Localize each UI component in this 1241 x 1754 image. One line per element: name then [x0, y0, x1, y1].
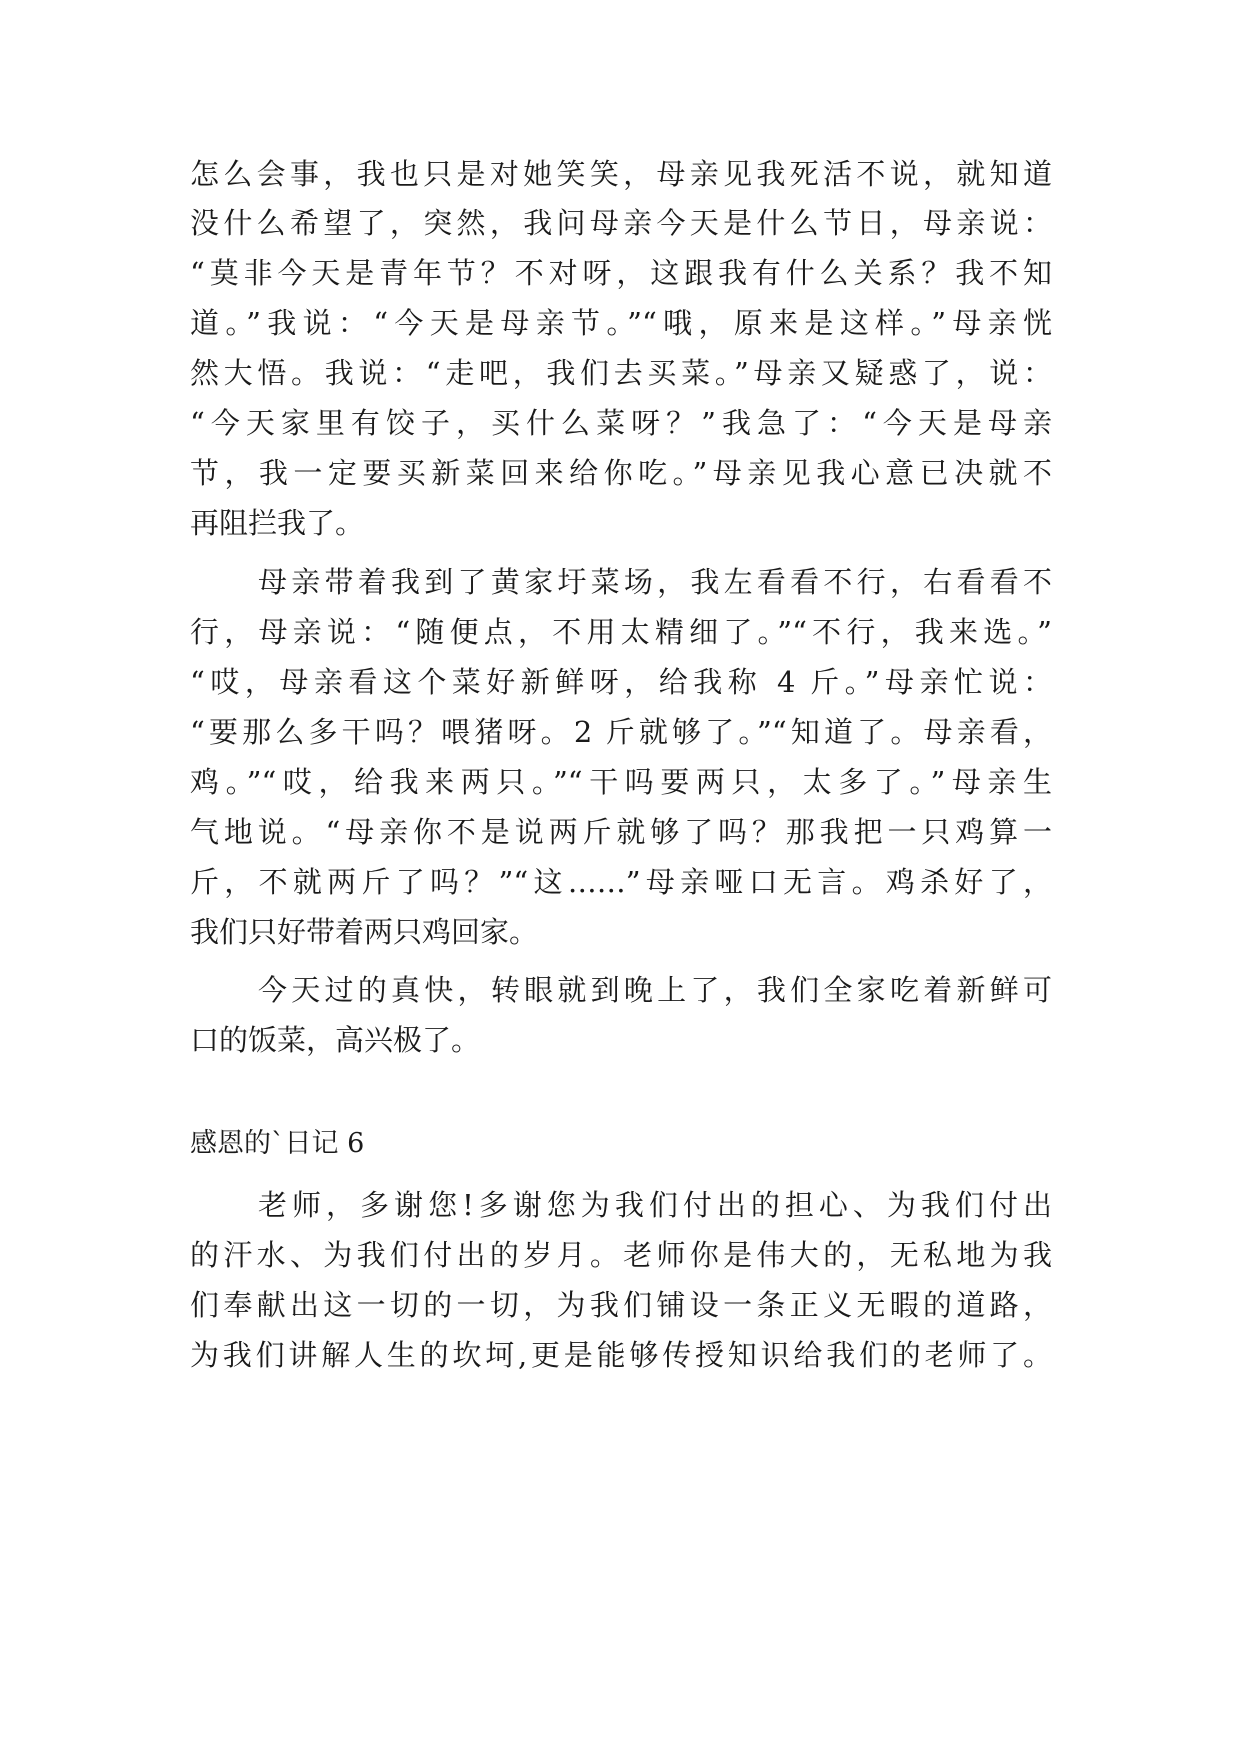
text-line: 为我们讲解人生的坎坷,更是能够传授知识给我们的老师了。: [190, 1338, 1052, 1372]
text-line: 母亲带着我到了黄家圩菜场，我左看看不行，右看看不: [258, 565, 1052, 599]
text-line: “莫非今天是青年节？不对呀，这跟我有什么关系？我不知: [190, 256, 1052, 290]
text-line: 的汗水、为我们付出的岁月。老师你是伟大的，无私地为我: [190, 1238, 1052, 1272]
text-line: 我们只好带着两只鸡回家。: [190, 915, 539, 949]
text-line: 们奉献出这一切的一切，为我们铺设一条正义无暇的道路，: [190, 1288, 1052, 1322]
text-line: 老师，多谢您!多谢您为我们付出的担心、为我们付出: [258, 1188, 1052, 1222]
text-line: 然大悟。我说：“走吧，我们去买菜。”母亲又疑惑了，说：: [190, 356, 1052, 390]
text-line: “要那么多干吗？喂猪呀。2 斤就够了。”“知道了。母亲看，: [190, 715, 1052, 749]
text-line: 没什么希望了，突然，我问母亲今天是什么节日，母亲说：: [190, 206, 1052, 240]
text-line: 再阻拦我了。: [190, 506, 365, 540]
text-line: 斤，不就两斤了吗？”“这……”母亲哑口无言。鸡杀好了，: [190, 865, 1052, 899]
text-line: 鸡。”“哎，给我来两只。”“干吗要两只，太多了。”母亲生: [190, 765, 1052, 799]
text-line: “哎，母亲看这个菜好新鲜呀，给我称 4 斤。”母亲忙说：: [190, 665, 1052, 699]
text-line: 节，我一定要买新菜回来给你吃。”母亲见我心意已决就不: [190, 456, 1052, 490]
section-heading: 感恩的`日记 6: [190, 1128, 365, 1159]
text-line: 口的饭菜，高兴极了。: [190, 1023, 481, 1057]
text-line: 道。”我说：“今天是母亲节。”“哦，原来是这样。”母亲恍: [190, 306, 1052, 340]
text-line: 今天过的真快，转眼就到晚上了，我们全家吃着新鲜可: [258, 973, 1052, 1007]
text-line: 行，母亲说：“随便点，不用太精细了。”“不行，我来选。”: [190, 615, 1052, 649]
text-line: 气地说。“母亲你不是说两斤就够了吗？那我把一只鸡算一: [190, 815, 1052, 849]
text-line: 怎么会事，我也只是对她笑笑，母亲见我死活不说，就知道: [190, 157, 1052, 191]
text-line: “今天家里有饺子，买什么菜呀？”我急了：“今天是母亲: [190, 406, 1052, 440]
